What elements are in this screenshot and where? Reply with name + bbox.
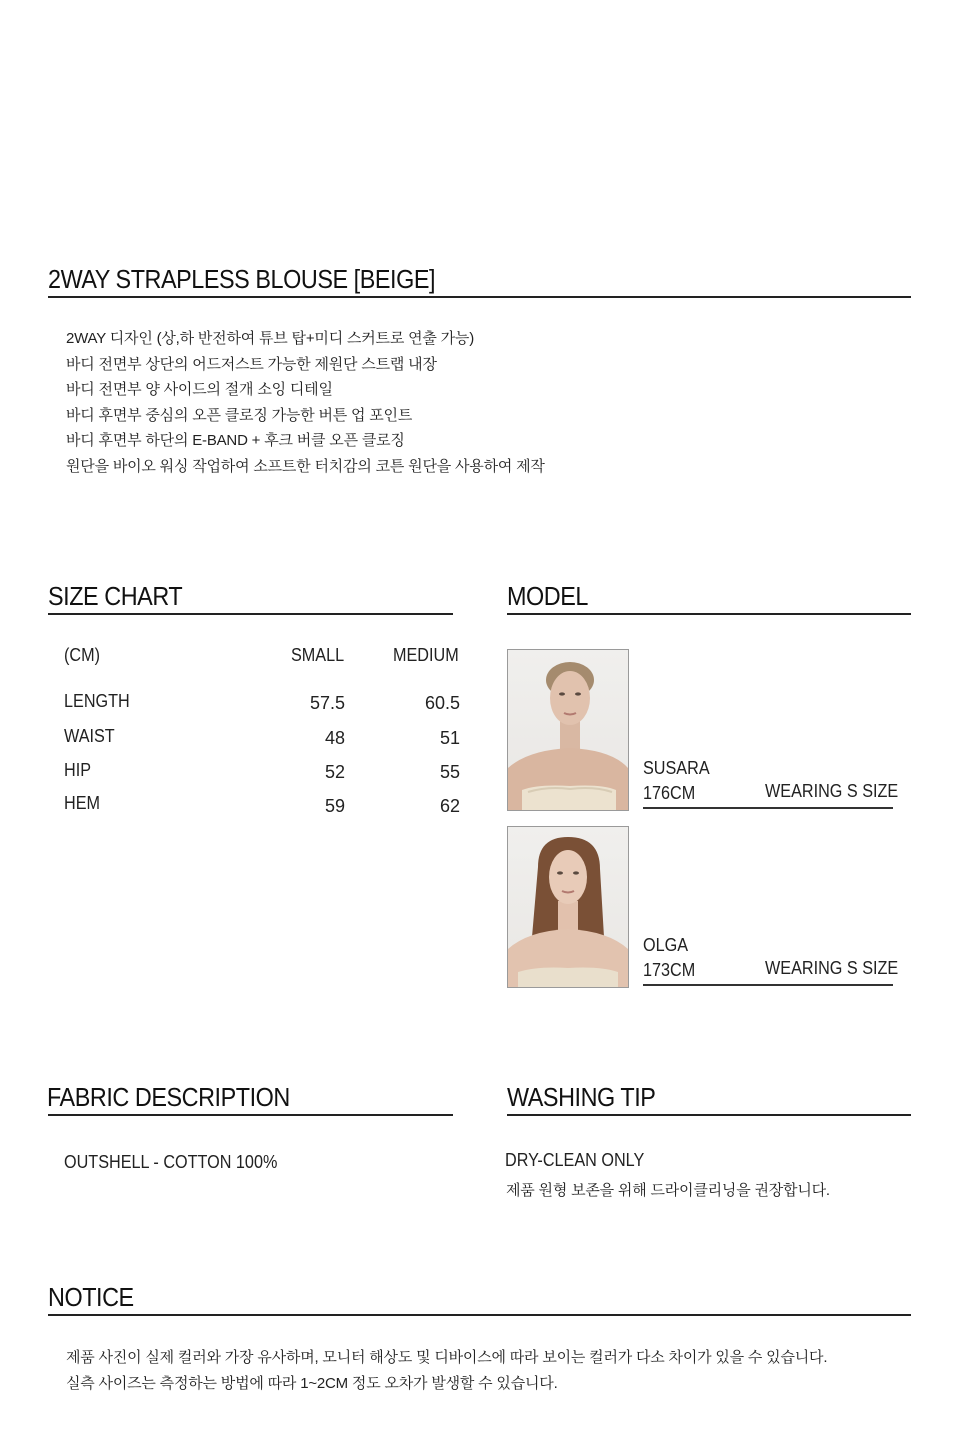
washing-heading: WASHING TIP [507, 1082, 656, 1112]
detail-line: 원단을 바이오 워싱 작업하여 소프트한 터치감의 코튼 원단을 사용하여 제작 [66, 458, 545, 475]
washing-title: DRY-CLEAN ONLY [505, 1150, 645, 1170]
value-medium: 62 [439, 796, 460, 816]
fabric-heading: FABRIC DESCRIPTION [47, 1082, 290, 1112]
model-divider-line [643, 807, 893, 809]
row-label: HEM [64, 793, 100, 813]
notice-line: 실측 사이즈는 측정하는 방법에 따라 1~2CM 정도 오차가 발생할 수 있습니다. [66, 1375, 558, 1392]
notice-line: 제품 사진이 실제 컬러와 가장 유사하며, 모니터 해상도 및 디바이스에 따라 보이는 컬러가 다소 차이가 있을 수 있습니다. [66, 1349, 828, 1366]
fabric-divider [48, 1114, 453, 1116]
unit-label: (CM) [64, 645, 100, 665]
model-photo-olga [507, 826, 629, 988]
fabric-composition: OUTSHELL - COTTON 100% [64, 1152, 278, 1172]
value-medium: 51 [439, 728, 460, 748]
model-divider-line [643, 984, 893, 986]
model-heading: MODEL [507, 581, 588, 611]
washing-divider [507, 1114, 911, 1116]
column-header-medium: MEDIUM [393, 645, 459, 665]
model-height: 173CM [643, 960, 696, 980]
size-chart-divider [48, 613, 453, 615]
value-small: 48 [324, 728, 345, 748]
value-small: 59 [324, 796, 345, 816]
title-divider [48, 296, 911, 298]
row-label: WAIST [64, 726, 115, 746]
model-name: OLGA [643, 935, 689, 955]
model-wearing-size: WEARING S SIZE [765, 781, 899, 801]
row-label: HIP [64, 760, 92, 780]
detail-line: 바디 후면부 중심의 오픈 클로징 가능한 버튼 업 포인트 [66, 407, 413, 424]
detail-line: 2WAY 디자인 (상,하 반전하여 튜브 탑+미디 스커트로 연출 가능) [66, 330, 475, 347]
notice-divider [48, 1314, 911, 1316]
detail-line: 바디 후면부 하단의 E-BAND + 후크 버클 오픈 클로징 [66, 432, 405, 449]
product-title: 2WAY STRAPLESS BLOUSE [BEIGE] [48, 264, 436, 294]
value-small: 57.5 [309, 693, 345, 713]
column-header-small: SMALL [291, 645, 345, 665]
value-medium: 55 [439, 762, 460, 782]
notice-heading: NOTICE [48, 1282, 134, 1312]
detail-line: 바디 전면부 양 사이드의 절개 소잉 디테일 [66, 381, 333, 398]
model-wearing-size: WEARING S SIZE [765, 958, 899, 978]
model-divider [507, 613, 911, 615]
detail-line: 바디 전면부 상단의 어드저스트 가능한 제원단 스트랩 내장 [66, 356, 437, 373]
model-photo-susara [507, 649, 629, 811]
model-name: SUSARA [643, 758, 710, 778]
washing-text: 제품 원형 보존을 위해 드라이클리닝을 권장합니다. [506, 1182, 830, 1199]
value-small: 52 [324, 762, 345, 782]
value-medium: 60.5 [424, 693, 460, 713]
row-label: LENGTH [64, 691, 130, 711]
size-chart-heading: SIZE CHART [48, 581, 183, 611]
model-height: 176CM [643, 783, 696, 803]
